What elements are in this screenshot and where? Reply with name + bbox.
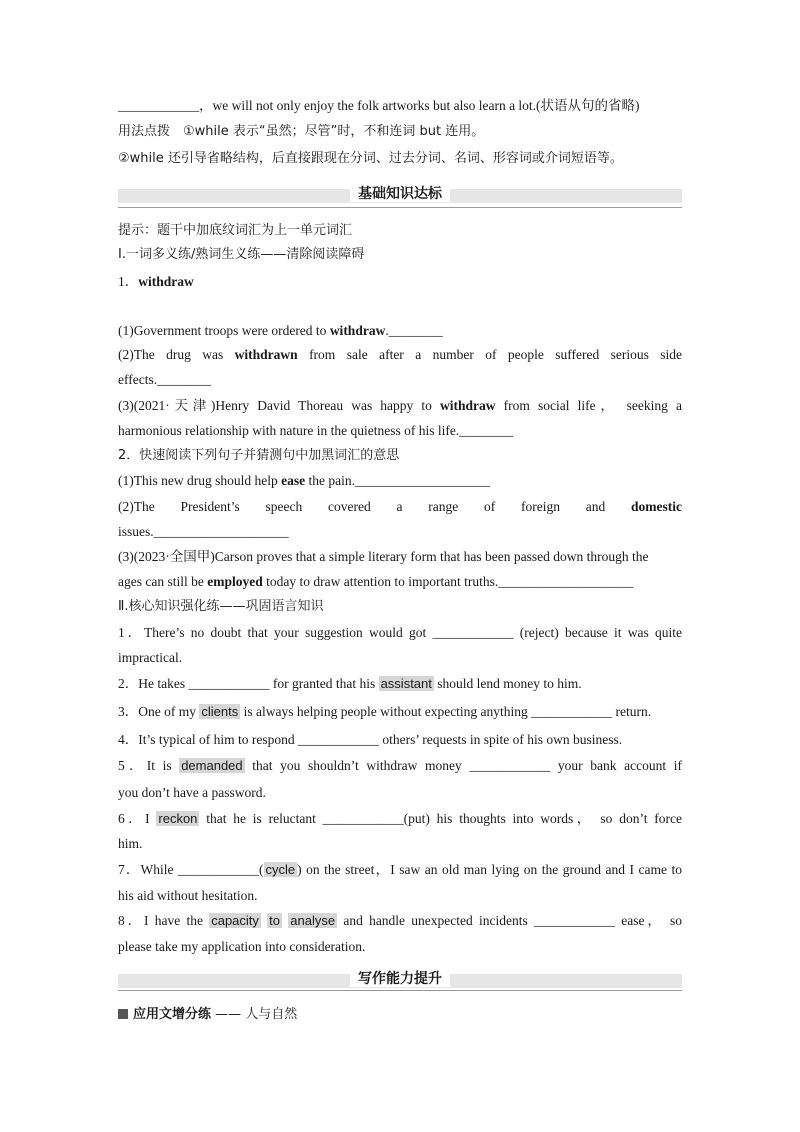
section-title-basic: 基础知识达标	[118, 185, 682, 203]
q2-sentence-2: (2)The President’s speech covered a range of foreign and domestic	[118, 499, 682, 514]
usage-note-1: 用法点拨 ①while 表示“虽然；尽管”时，不和连词 but 连用。	[118, 124, 485, 139]
q2-sentence-2-cont: issues.____________________	[118, 524, 289, 539]
section-rule-1	[118, 207, 682, 208]
item-8-cont: please take my application into consideration.	[118, 939, 366, 954]
highlight-to: to	[269, 913, 281, 928]
item-7: 7．While ____________( cycle ) on the street，I saw an old man lying on the ground and I came to	[118, 862, 683, 877]
item-4: 4．It’s typical of him to respond ____________ others’ requests in spite of his own business.	[118, 732, 623, 747]
highlight-cycle: cycle	[265, 862, 296, 877]
part1-heading: Ⅰ.一词多义练/熟词生义练——清除阅读障碍	[118, 247, 365, 262]
item-2: 2．He takes ____________ for granted that his assistant should lend money to him.	[118, 676, 582, 691]
item-7-cont: his aid without hesitation.	[118, 888, 258, 903]
section-title-writing: 写作能力提升	[118, 970, 682, 988]
highlight-clients: clients	[201, 704, 239, 719]
square-bullet-icon	[118, 1009, 128, 1019]
section-rule-2	[118, 990, 682, 991]
hint-text: 提示：题干中加底纹词汇为上一单元词汇	[118, 223, 353, 238]
item-3: 3．One of my clients is always helping people without expecting anything ____________ return.	[118, 704, 652, 719]
highlight-reckon: reckon	[158, 811, 198, 826]
q1-sentence-3: (3)(2021·天津)Henry David Thoreau was happy to withdraw from social life， seeking a	[118, 398, 682, 413]
q2-sentence-3-cont: ages can still be employed today to draw attention to important truths.____________________	[118, 574, 634, 589]
item-8: 8．I have the capacity to analyse and handle unexpected incidents ____________ ease， so	[118, 913, 682, 928]
highlight-assistant: assistant	[380, 676, 432, 691]
q1-sentence-2-cont: effects.________	[118, 372, 212, 387]
top-line-1: ____________，we will not only enjoy the folk artworks but also learn a lot.(状语从句的省略)	[118, 98, 640, 113]
q2-sentence-1: (1)This new drug should help ease the pain.____________________	[118, 473, 490, 488]
item-6-cont: him.	[118, 836, 143, 851]
item-1-cont: impractical.	[118, 650, 183, 665]
q2-heading: 2．快速阅读下列句子并猜测句中加黑词汇的意思	[118, 448, 400, 463]
q1-heading: 1．withdraw	[118, 274, 194, 289]
highlight-demanded: demanded	[181, 758, 243, 773]
item-5: 5．It is demanded that you shouldn’t withdraw money ____________ your bank account if	[118, 758, 682, 773]
subsection-heading: 应用文增分练 —— 人与自然	[118, 1005, 682, 1024]
usage-note-2: ②while 还引导省略结构，后直接跟现在分词、过去分词、名词、形容词或介词短语等。	[118, 151, 623, 166]
item-5-cont: you don’t have a password.	[118, 785, 266, 800]
item-1: 1．There’s no doubt that your suggestion would got ____________ (reject) because it was quite	[118, 625, 682, 640]
q1-sentence-3-cont: harmonious relationship with nature in the quietness of his life.________	[118, 423, 514, 438]
q1-sentence-2: (2)The drug was withdrawn from sale after a number of people suffered serious side	[118, 347, 682, 362]
part2-heading: Ⅱ.核心知识强化练——巩固语言知识	[118, 599, 324, 614]
item-6: 6．I reckon that he is reluctant ____________(put) his thoughts into words， so don’t force	[118, 811, 682, 826]
highlight-capacity: capacity	[211, 913, 259, 928]
q2-sentence-3: (3)(2023·全国甲)Carson proves that a simple literary form that has been passed down through the	[118, 549, 649, 564]
q1-sentence-1: (1)Government troops were ordered to withdraw.________	[118, 323, 443, 338]
highlight-analyse: analyse	[290, 913, 336, 928]
